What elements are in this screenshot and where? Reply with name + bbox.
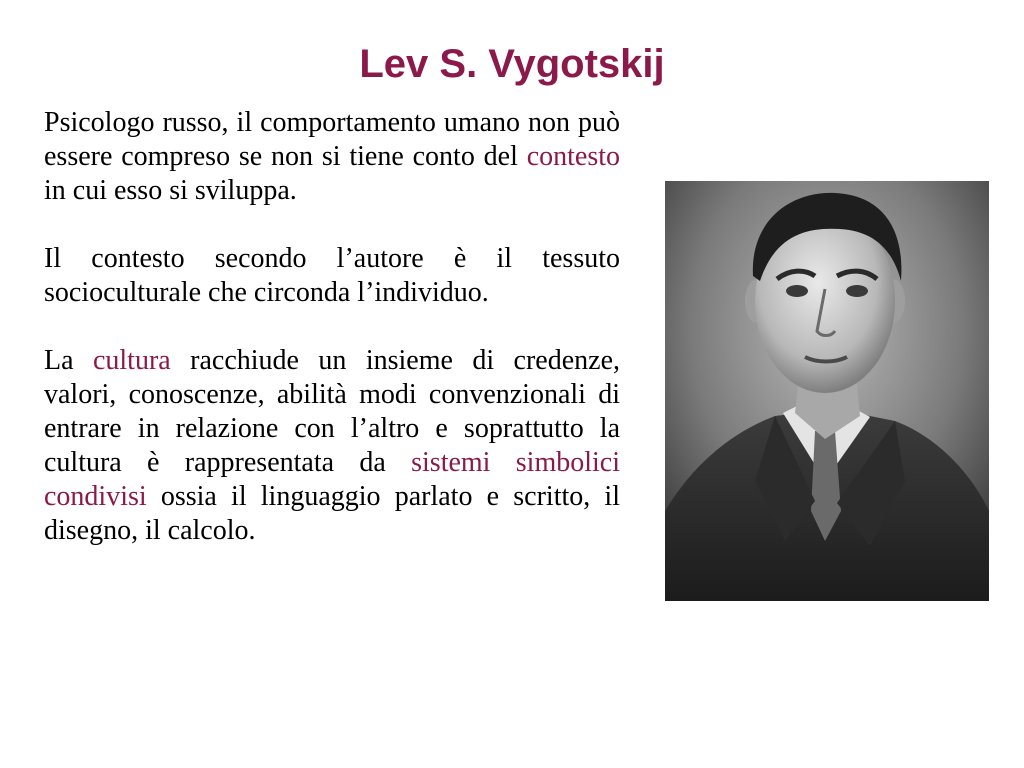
paragraph-1-text-before: Psicologo russo, il comportamento umano non può essere compreso se non si tiene conto del [44, 107, 620, 172]
paragraph-1 [44, 106, 620, 208]
paragraph-2: Il contesto secondo l’autore è il tessuto socioculturale che circonda l’individuo. [44, 243, 620, 308]
highlight-sistemi-simbolici: sistemi simbolici condivisi [44, 447, 621, 512]
paragraph-3 [44, 344, 620, 548]
slide-body [44, 106, 620, 548]
highlight-cultura: cultura [92, 345, 171, 376]
paragraph-3-text-before: La [44, 345, 93, 376]
slide-title: Lev S. Vygotskij [359, 42, 665, 86]
portrait-photo [665, 181, 989, 601]
highlight-contesto: contesto [526, 141, 620, 172]
paragraph-3-text-after: ossia il linguaggio parlato e scritto, il disegno, il calcolo. [44, 481, 620, 546]
paragraph-3-text-middle: racchiude un insieme di credenze, valori, conoscenze, abilità modi convenzionali di entrare in relazione con l’altro e soprattutto la cultura è rappresentata da [44, 345, 621, 478]
paragraph-1-text-after: in cui esso si sviluppa. [44, 175, 297, 206]
portrait-image [665, 181, 989, 601]
